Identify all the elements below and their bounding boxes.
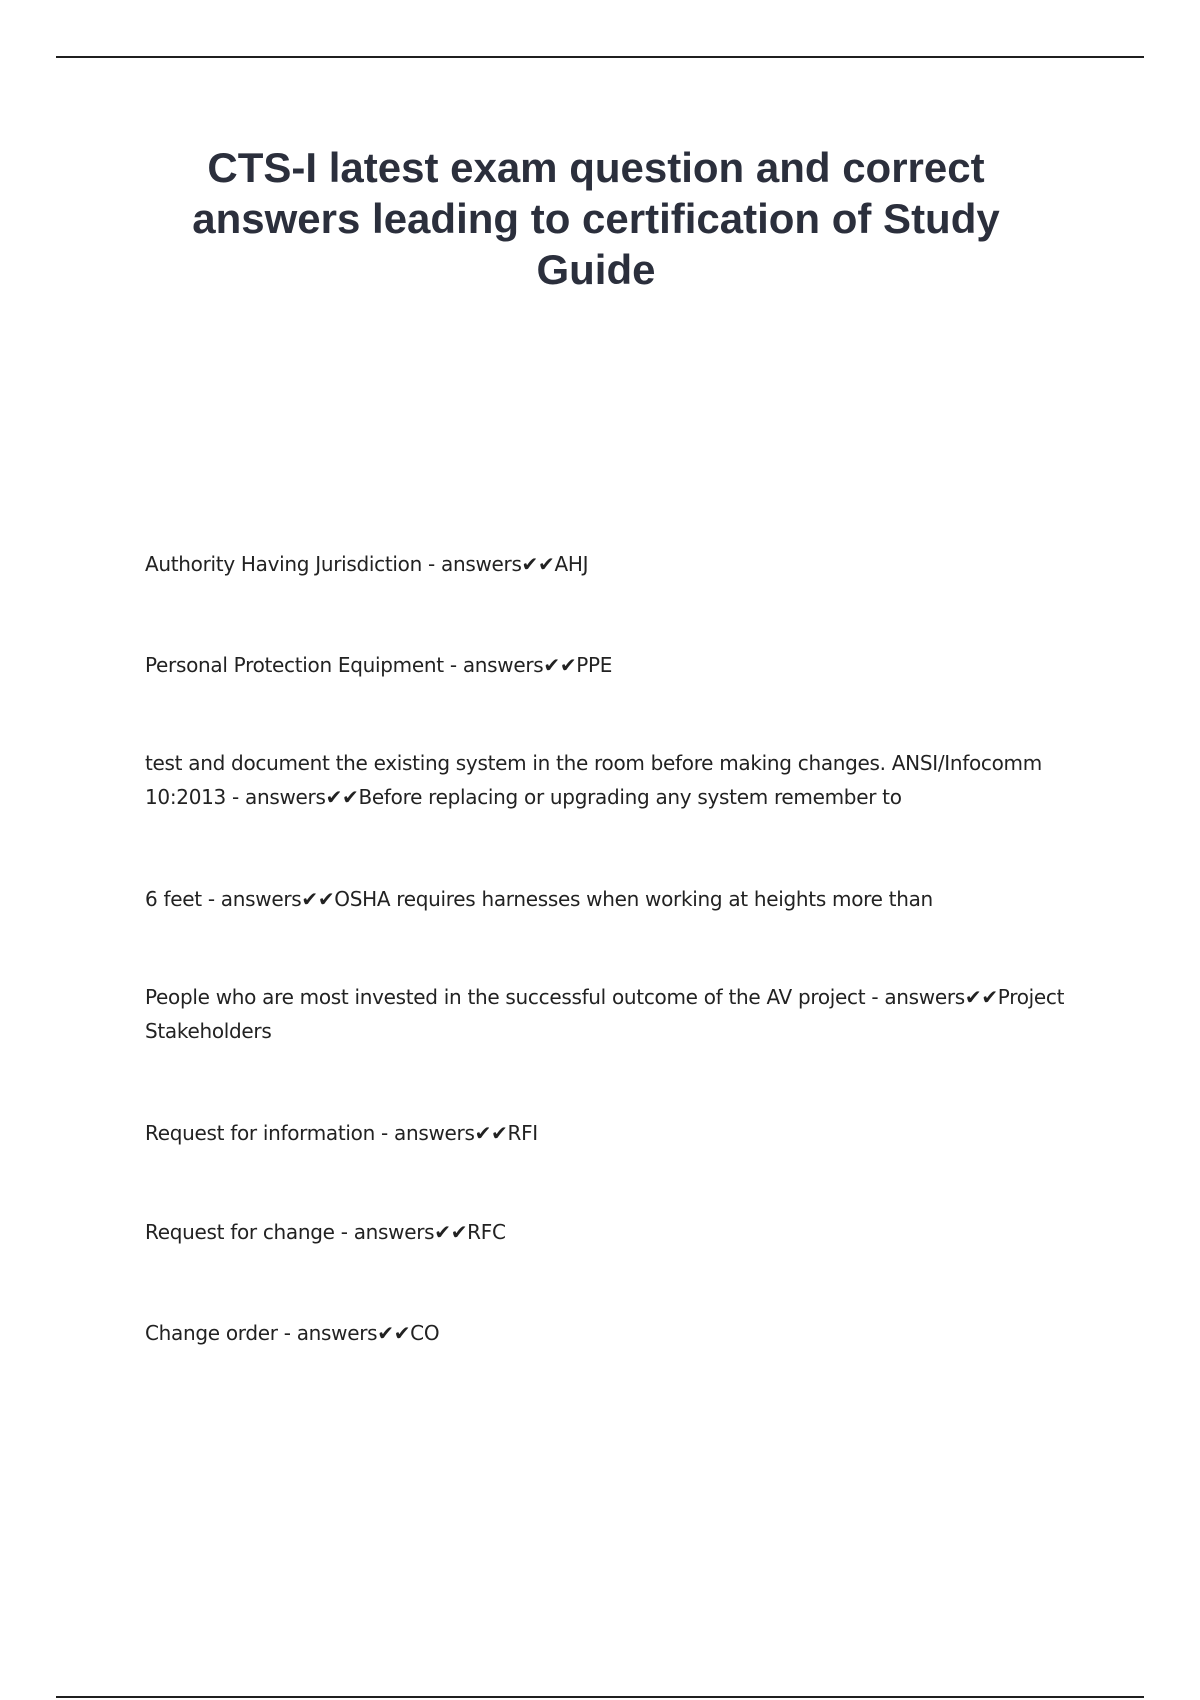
- document-title: CTS-I latest exam question and correct answers leading to certification of Study Guide: [192, 144, 1000, 293]
- qa-entry: Request for change - answers✔✔RFC: [145, 1220, 506, 1244]
- qa-entry: Change order - answers✔✔CO: [145, 1321, 440, 1345]
- qa-entry: 6 feet - answers✔✔OSHA requires harnesses when working at heights more than: [145, 887, 933, 911]
- qa-entry: Authority Having Jurisdiction - answers✔✔AHJ: [145, 552, 589, 576]
- bottom-rule: [56, 1696, 1144, 1698]
- qa-entry: Personal Protection Equipment - answers✔✔PPE: [145, 653, 613, 677]
- top-rule: [56, 56, 1144, 58]
- qa-entry: Request for information - answers✔✔RFI: [145, 1121, 538, 1145]
- qa-entry: People who are most invested in the successful outcome of the AV project - answers✔✔Project Stakeholders: [145, 985, 1065, 1043]
- qa-entry: test and document the existing system in the room before making changes. ANSI/Infocomm 10:2013 - answers✔✔Before replacing or upgrading any system remember to: [145, 751, 1042, 809]
